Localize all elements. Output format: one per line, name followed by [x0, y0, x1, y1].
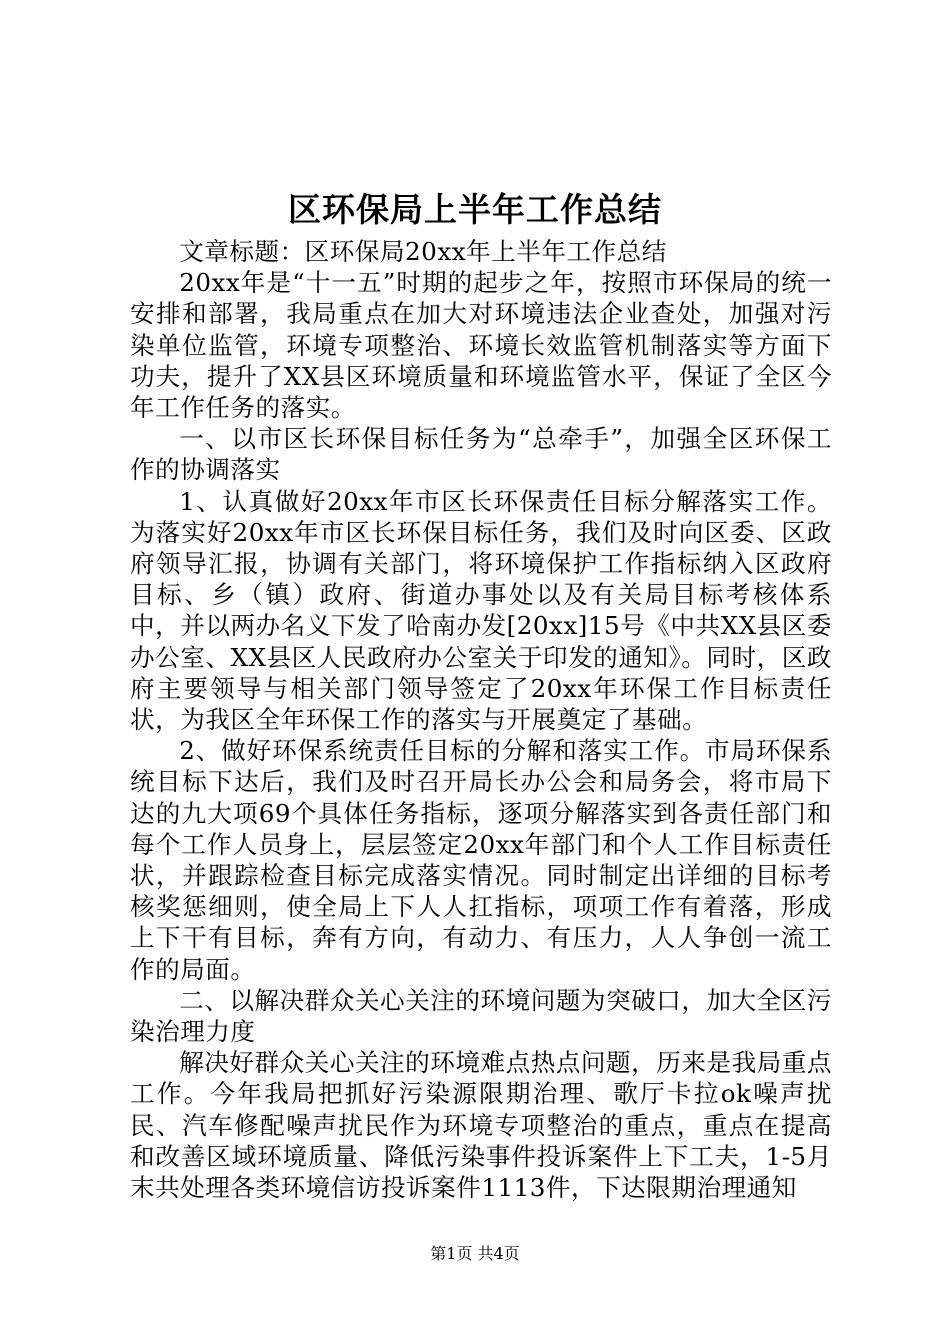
page-footer: 第1页 共4页 — [430, 1244, 520, 1263]
paragraph-article-title: 文章标题：区环保局20xx年上半年工作总结 — [179, 237, 667, 266]
document-title: 区环保局上半年工作总结 — [288, 190, 662, 229]
paragraph-item-2: 2、做好环保系统责任目标的分解和落实工作。市局环保系统目标下达后，我们及时召开局长办公会和局务会，将市局下达的九大项69个具体任务指标，逐项分解落实到各责任部门和每个工作人员身上，层层签定20xx年部门和个人工作目标责任状，并跟踪检查目标完成落实情况。同时制定出详细的目标考核奖惩细则，使全局上下人人扛指标，项项工作有着落，形成上下干有目标，奔有方向，有动力、有压力，人人争创一流工作的局面。 — [130, 736, 832, 984]
document-body — [130, 236, 832, 1203]
paragraph-item-1: 1、认真做好20xx年市区长环保责任目标分解落实工作。为落实好20xx年市区长环保目标任务，我们及时向区委、区政府领导汇报，协调有关部门，将环境保护工作指标纳入区政府目标、乡（镇）政府、街道办事处以及有关局目标考核体系中，并以两办名义下发了哈南办发[20xx]15号《中共XX县区委办公室、XX县区人民政府办公室关于印发的通知》。同时，区政府主要领导与相关部门领导签定了20xx年环保工作目标责任状，为我区全年环保工作的落实与开展奠定了基础。 — [130, 486, 832, 735]
section-heading-1: 一、以市区长环保目标任务为“总牵手”，加强全区环保工作的协调落实 — [130, 424, 832, 485]
paragraph-intro: 20xx年是“十一五”时期的起步之年，按照市环保局的统一安排和部署，我局重点在加大对环境违法企业查处，加强对污染单位监管，环境专项整治、环境长效监管机制落实等方面下功夫，提升了XX县区环境质量和环境监管水平，保证了全区今年工作任务的落实。 — [130, 268, 832, 423]
paragraph-section-2: 解决好群众关心关注的环境难点热点问题，历来是我局重点工作。今年我局把抓好污染源限期治理、歌厅卡拉ok噪声扰民、汽车修配噪声扰民作为环境专项整治的重点，重点在提高和改善区域环境质量、降低污染事件投诉案件上下工夫，1-5月末共处理各类环境信访投诉案件1113件，下达限期治理通知 — [130, 1048, 832, 1203]
section-heading-2: 二、以解决群众关心关注的环境问题为突破口，加大全区污染治理力度 — [130, 985, 832, 1047]
